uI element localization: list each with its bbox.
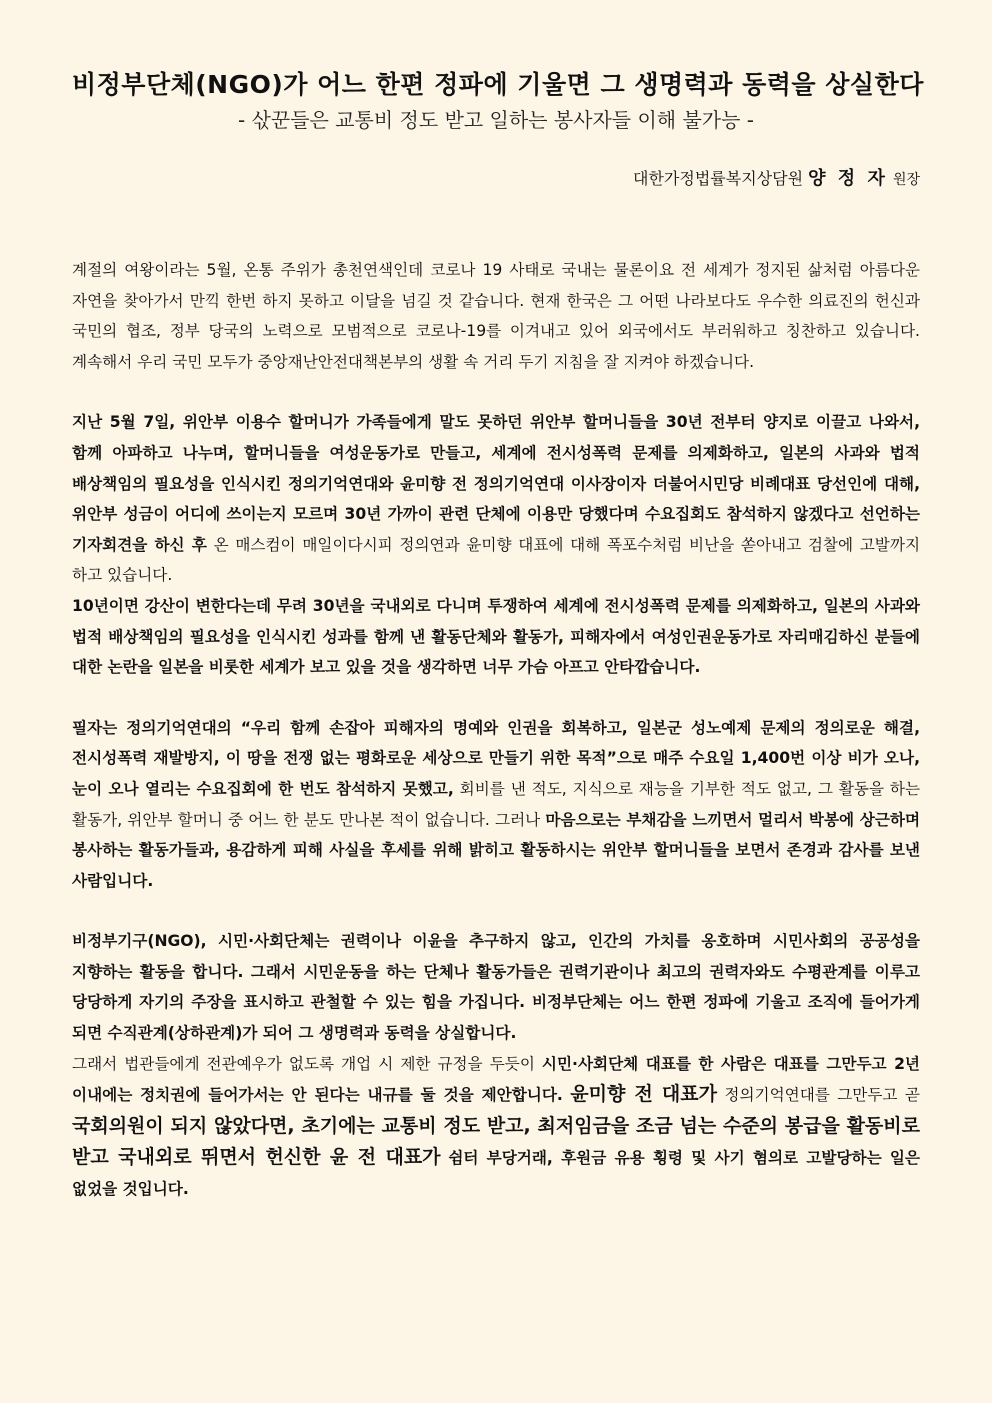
paragraph-gap <box>72 896 920 926</box>
paragraph-author-stance-plain: 회비를 낸 적도, 지식으로 재능을 기부한 적도 없고, 그 활동을 하는 활동가, 위안부 할머니 중 어느 한 분도 만나본 적이 없습니다. 그러나 <box>72 779 921 829</box>
paragraph-proposal <box>72 1049 920 1205</box>
paragraph-press-conference-rest: 온 매스컴이 매일이다시피 정의연과 윤미향 대표에 대해 폭포수처럼 비난을 쏟아내고 검찰에 고발까지 하고 있습니다. <box>72 535 921 585</box>
author-organization: 대한가정법률복지상담원 <box>633 169 804 188</box>
paragraph-proposal-emphasis: 윤미향 전 대표가 <box>570 1083 717 1106</box>
article-title: 비정부단체(NGO)가 어느 한편 정파에 기울면 그 생명력과 동력을 상실한다 <box>72 70 924 99</box>
author-name: 양 정 자 <box>808 168 888 189</box>
paragraph-proposal-bold-end: 쉼터 부당거래, 후원금 유용 횡령 및 사기 혐의로 고발당하는 일은 없었을 것입니다. <box>72 1149 920 1199</box>
paragraph-gap <box>72 377 920 407</box>
author-role: 원장 <box>892 172 920 188</box>
article-subtitle: - 삯꾼들은 교통비 정도 받고 일하는 봉사자들 이해 불가능 - <box>237 108 754 132</box>
paragraph-author-stance-bold: 필자는 정의기억연대의 “우리 함께 손잡아 피해자의 명예와 인권을 회복하고, 일본군 성노예제 문제의 정의로운 해결, 전시성폭력 재발방지, 이 땅을 전쟁 없는 평화로운 세상으로 만들기 위한 목적”으로 매주 수요일 1,400번 이상 비가 오나, 눈이 오나 열리는 수요집회에 한 번도 참석하지 못했고, <box>72 718 920 798</box>
paragraph-press-conference <box>72 407 920 591</box>
paragraph-proposal-plain: 그래서 법관들에게 전관예우가 없도록 개업 시 제한 규정을 두듯이 <box>72 1054 535 1073</box>
paragraph-press-conference-bold: 지난 5월 7일, 위안부 이용수 할머니가 가족들에게 말도 못하던 위안부 할머니들을 30년 전부터 양지로 이끌고 나와서, 함께 아파하고 나누며, 할머니들을 여성운동가로 만들고, 세계에 전시성폭력 문제를 의제화하고, 일본의 사과와 법적 배상책임의 필요성을 인식시킨 정의기억연대와 윤미향 전 정의기억연대 이사장이자 더불어시민당 비례대표 당선인에 대해, 위안부 성금이 어디에 쓰이는지 모르며 30년 가까이 관련 단체에 이용만 당했다며 수요집회도 참석하지 않겠다고 선언하는 기자회견을 하신 후 <box>72 413 920 554</box>
paragraph-proposal-emphasis-2: 국회의원이 되지 않았다면, 초기에는 교통비 정도 받고, 최저임금을 조금 넘는 수준의 봉급을 활동비로 받고 국내외로 뛰면서 헌신한 윤 전 대표가 <box>72 1114 920 1169</box>
article-body <box>72 255 920 1205</box>
author-byline <box>72 166 920 193</box>
paragraph-author-stance <box>72 713 920 897</box>
paragraph-gap <box>72 683 920 713</box>
paragraph-proposal-plain-2: 정의기억연대를 그만두고 곧 <box>724 1086 920 1105</box>
paragraph-intro: 계절의 여왕이라는 5월, 온통 주위가 총천연색인데 코로나 19 사태로 국내는 물론이요 전 세계가 정지된 삶처럼 아름다운 자연을 찾아가서 만끽 한번 하지 못하고 이달을 넘길 것 같습니다. 현재 한국은 그 어떤 나라보다도 우수한 의료진의 헌신과 국민의 협조, 정부 당국의 노력으로 모범적으로 코로나-19를 이겨내고 있어 외국에서도 부러워하고 칭찬하고 있습니다. 계속해서 우리 국민 모두가 중앙재난안전대책본부의 생활 속 거리 두기 지침을 잘 지켜야 하겠습니다. <box>72 261 920 371</box>
paragraph-proposal-bold: 시민·사회단체 대표를 한 사람은 대표를 그만두고 2년 이내에는 정치권에 들어가서는 안 된다는 내규를 둘 것을 제안합니다. <box>72 1054 920 1105</box>
paragraph-author-stance-bold-end: 마음으로는 부채감을 느끼면서 멀리서 박봉에 상근하며 봉사하는 활동가들과, 용감하게 피해 사실을 후세를 위해 밝히고 활동하시는 위안부 할머니들을 보면서 존경과 감사를 보낸 사람입니다. <box>72 810 921 890</box>
paragraph-thirty-years: 10년이면 강산이 변한다는데 무려 30년을 국내외로 다니며 투쟁하여 세계에 전시성폭력 문제를 의제화하고, 일본의 사과와 법적 배상책임의 필요성을 인식시킨 성과를 함께 낸 활동단체와 활동가, 피해자에서 여성인권운동가로 자리매김하신 분들에 대한 논란을 일본을 비롯한 세계가 보고 있을 것을 생각하면 너무 가슴 아프고 안타깝습니다. <box>72 596 920 677</box>
paragraph-ngo-role: 비정부기구(NGO), 시민·사회단체는 권력이나 이윤을 추구하지 않고, 인간의 가치를 옹호하며 시민사회의 공공성을 지향하는 활동을 합니다. 그래서 시민운동을 하는 단체나 활동가들은 권력기관이나 최고의 권력자와도 수평관계를 이루고 당당하게 자기의 주장을 표시하고 관철할 수 있는 힘을 가집니다. 비정부단체는 어느 한편 정파에 기울고 조직에 들어가게 되면 수직관계(상하관계)가 되어 그 생명력과 동력을 상실합니다. <box>72 932 920 1043</box>
